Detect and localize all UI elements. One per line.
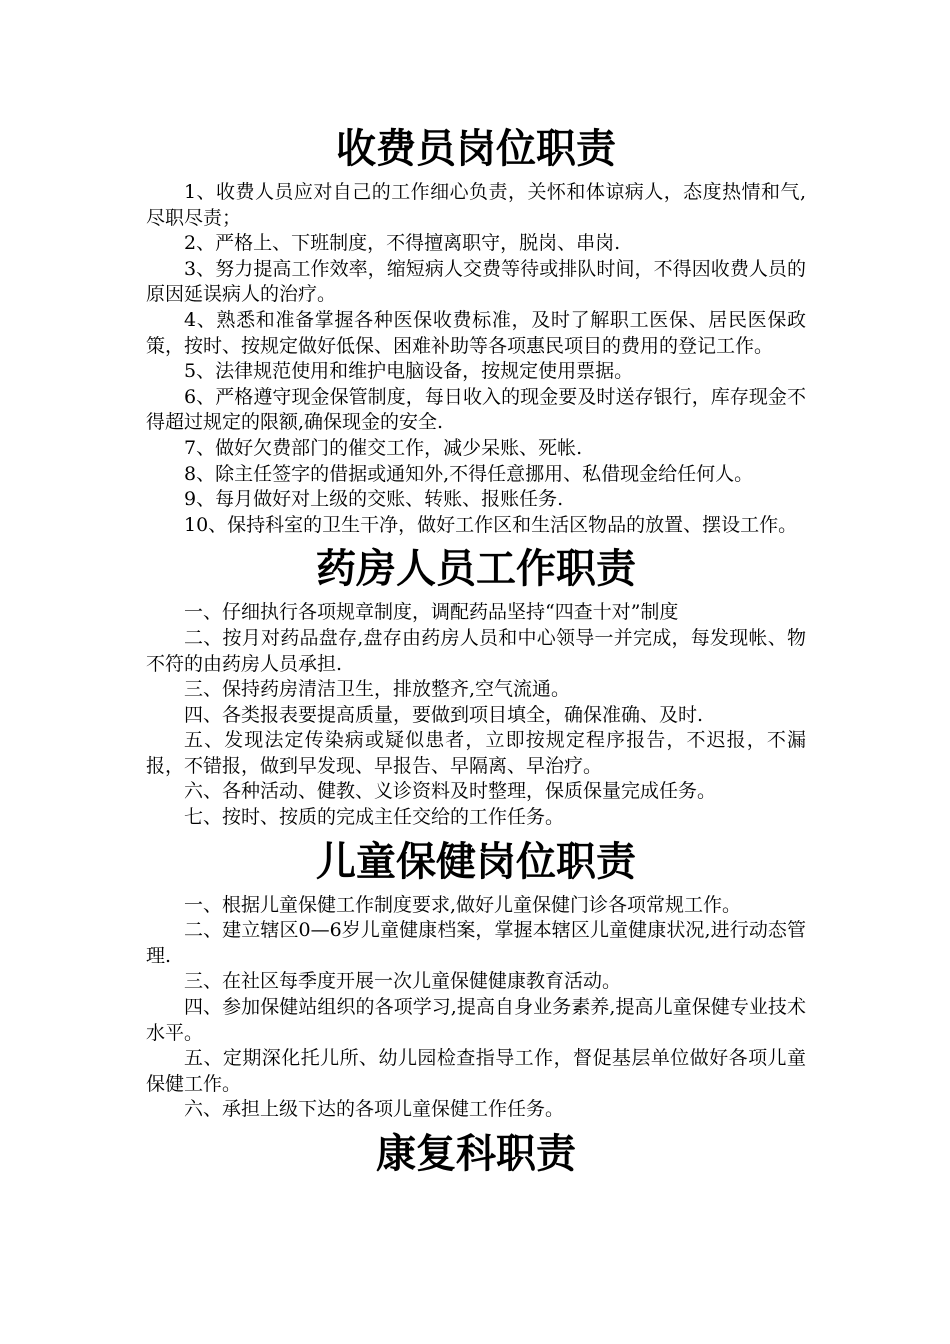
paragraph: 四、参加保健站组织的各项学习,提高自身业务素养,提高儿童保健专业技术水平。 [146,996,806,1044]
paragraph: 10、保持科室的卫生干净，做好工作区和生活区物品的放置、摆设工作。 [184,513,798,536]
paragraph: 二、按月对药品盘存,盘存由药房人员和中心领导一并完成，每发现帐、物不符的由药房人员承担. [146,626,806,675]
section-title: 药房人员工作职责 [316,545,636,593]
paragraph: 8、除主任签字的借据或通知外,不得任意挪用、私借现金给任何人。 [184,462,754,485]
paragraph: 五、发现法定传染病或疑似患者，立即按规定程序报告，不迟报，不漏报，不错报，做到早发现、早报告、早隔离、早治疗。 [146,729,806,777]
section-rehabilitation [146,1123,806,1185]
section-title: 收费员岗位职责 [336,125,616,172]
section-pharmacy [146,538,806,830]
paragraph: 5、法律规范使用和维护电脑设备，按规定使用票据。 [184,360,634,383]
paragraph: 四、各类报表要提高质量，要做到项目填全，确保准确、及时. [184,703,704,726]
paragraph: 一、仔细执行各项规章制度，调配药品坚持“四查十对”制度 [184,601,679,624]
paragraph: 一、根据儿童保健工作制度要求,做好儿童保健门诊各项常规工作。 [184,893,742,916]
paragraph: 六、承担上级下达的各项儿童保健工作任务。 [184,1098,565,1121]
paragraph: 9、每月做好对上级的交账、转账、报账任务. [184,488,564,511]
paragraph: 3、努力提高工作效率，缩短病人交费等待或排队时间，不得因收费人员的原因延误病人的治疗。 [146,257,806,306]
paragraph: 4、熟悉和准备掌握各种医保收费标准，及时了解职工医保、居民医保政策，按时、按规定做好低保、困难补助等各项惠民项目的费用的登记工作。 [146,308,806,357]
paragraph: 6、严格遵守现金保管制度，每日收入的现金要及时送存银行，库存现金不得超过规定的限额,确保现金的安全. [146,385,806,434]
paragraph: 二、建立辖区0—6岁儿童健康档案，掌握本辖区儿童健康状况,进行动态管理. [146,919,806,967]
section-title: 康复科职责 [376,1130,576,1177]
paragraph: 五、定期深化托儿所、幼儿园检查指导工作，督促基层单位做好各项儿童保健工作。 [146,1047,806,1095]
paragraph: 三、在社区每季度开展一次儿童保健健康教育活动。 [184,970,622,993]
paragraph: 七、按时、按质的完成主任交给的工作任务。 [184,806,565,829]
section-child-health [146,831,806,1123]
paragraph: 1、收费人员应对自己的工作细心负责，关怀和体谅病人，态度热情和气,尽职尽责； [146,181,806,229]
paragraph: 7、做好欠费部门的催交工作，减少呆账、死帐. [184,436,583,459]
paragraph: 三、保持药房清洁卫生，排放整齐,空气流通。 [184,678,571,701]
section-title: 儿童保健岗位职责 [316,837,636,885]
section-cashier [146,118,806,538]
paragraph: 六、各种活动、健教、义诊资料及时整理，保质保量完成任务。 [184,780,717,803]
paragraph: 2、严格上、下班制度，不得擅离职守，脱岗、串岗. [184,232,621,255]
